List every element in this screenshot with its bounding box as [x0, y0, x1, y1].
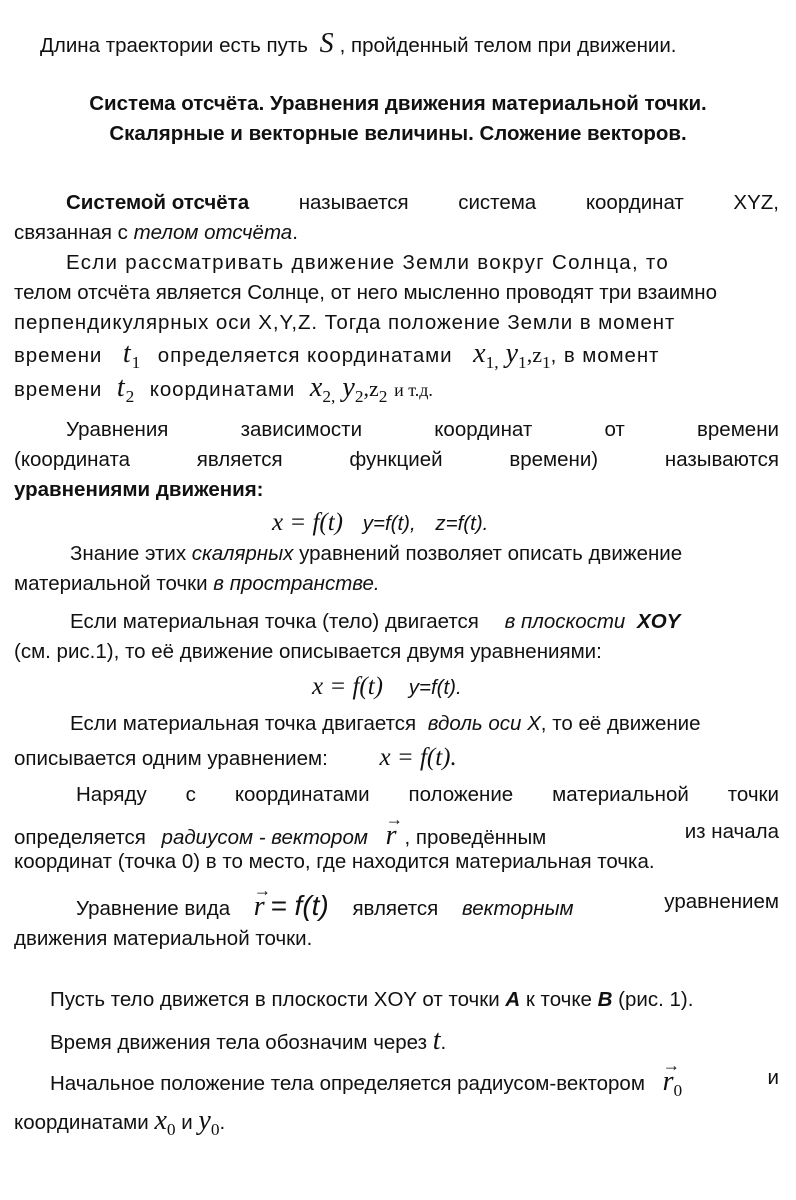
- text: к точке: [525, 988, 592, 1011]
- time-t2: $t_2$: [116, 372, 136, 407]
- text: .: [292, 221, 298, 244]
- para11-line1: [50, 1068, 779, 1099]
- para9: [50, 990, 693, 1011]
- para6-line2: [14, 745, 457, 770]
- para3-line1: [66, 420, 779, 441]
- text: Время движения тела обозначим через: [50, 1031, 428, 1054]
- text: координатами: [14, 1111, 149, 1134]
- word: времени: [697, 418, 779, 441]
- text: Уравнение вида: [76, 897, 231, 920]
- word: называется: [298, 191, 409, 214]
- word: материальной: [552, 783, 689, 806]
- section-heading-line2: Скалярные и векторные величины. Сложение векторов.: [109, 122, 687, 145]
- radius-vector-symbol: → r: [254, 893, 265, 921]
- text: и т.д.: [394, 380, 433, 400]
- intro-line: [40, 30, 677, 58]
- text: , проведённым: [404, 826, 547, 849]
- para5-line1: [70, 612, 779, 633]
- para7-line3: координат (точка 0) в то место, где находится материальная точка.: [14, 850, 655, 873]
- equation-x: x = f(t): [272, 509, 344, 536]
- text: (рис. 1).: [618, 988, 694, 1011]
- equation-x: x = f(t).: [379, 744, 457, 771]
- term-scalar: скалярных: [191, 542, 294, 565]
- word: XYZ,: [733, 191, 779, 214]
- radius-vector-symbol: → r: [386, 822, 397, 850]
- text: описывается одним уравнением:: [14, 747, 328, 770]
- para1-line2: [14, 223, 298, 244]
- word: Уравнения: [66, 418, 169, 441]
- word: является: [196, 448, 283, 471]
- text: является: [352, 897, 439, 920]
- word: координат: [585, 191, 684, 214]
- section-heading-line1: Система отсчёта. Уравнения движения материальной точки.: [89, 92, 707, 115]
- text: Начальное положение тела определяется радиусом-вектором: [50, 1072, 645, 1095]
- word: координатами: [234, 783, 370, 806]
- para4-line1: [70, 544, 682, 565]
- equations-xyz: [272, 510, 488, 535]
- initial-radius-vector: → $r_0$: [663, 1066, 683, 1097]
- equation-x: x = f(t): [312, 673, 384, 700]
- term-vector: векторным: [461, 897, 574, 920]
- word: зависимости: [240, 418, 363, 441]
- point-b: B: [597, 988, 613, 1011]
- time-symbol: t: [432, 1025, 441, 1056]
- para11-line2: [14, 1107, 225, 1138]
- text: Пусть тело движется в плоскости XOY от точки: [50, 988, 500, 1011]
- text: связанная с: [14, 221, 128, 244]
- para4-line2: [14, 574, 380, 595]
- word: координат: [434, 418, 533, 441]
- text: определяется: [14, 826, 146, 849]
- word: (координата: [14, 448, 131, 471]
- word: точки: [727, 783, 779, 806]
- path-symbol: S: [319, 28, 334, 59]
- word: называются: [664, 448, 779, 471]
- equation-y: y=f(t),: [362, 512, 416, 535]
- term-reference-system: Системой отсчёта: [66, 191, 250, 214]
- plane-name: XOY: [637, 610, 681, 633]
- text: Если материальная точка двигается: [70, 712, 417, 735]
- word: с: [185, 783, 196, 806]
- equations-xy: [312, 674, 462, 699]
- word: функцией: [349, 448, 443, 471]
- para2-line4: [14, 340, 659, 371]
- text: .: [219, 1111, 226, 1134]
- text: определяется координатами: [157, 344, 453, 367]
- initial-y: $y_0$: [198, 1105, 220, 1140]
- time-t1: $t_1$: [122, 338, 142, 373]
- para8-line2: движения материальной точки.: [14, 927, 313, 950]
- text: , в момент: [550, 344, 660, 367]
- text: Знание этих: [70, 542, 187, 565]
- text: времени: [14, 344, 103, 367]
- word: Наряду: [76, 783, 147, 806]
- para2-line5: [14, 374, 433, 405]
- term-in-plane: в плоскости: [504, 610, 626, 633]
- para2-line2: телом отсчёта является Солнце, от него мысленно проводят три взаимно: [14, 281, 717, 304]
- text: Если материальная точка (тело) двигается: [70, 610, 479, 633]
- term-equations-of-motion: уравнениями движения:: [14, 478, 264, 501]
- word: от: [604, 418, 625, 441]
- term-along-axis: вдоль оси X: [427, 712, 541, 735]
- word: времени): [509, 448, 599, 471]
- para7-line1: [76, 785, 779, 806]
- para2-line3: перпендикулярных оси X,Y,Z. Тогда положение Земли в момент: [14, 311, 676, 334]
- initial-x: $x_0$: [154, 1105, 176, 1140]
- text: и: [181, 1111, 193, 1134]
- para6-line1: [70, 714, 701, 735]
- text: уравнением: [664, 890, 779, 913]
- point-a: A: [505, 988, 521, 1011]
- para3-line2: [14, 450, 779, 471]
- para8-line1: [76, 892, 779, 921]
- para2-line1: Если рассматривать движение Земли вокруг Солнца, то: [66, 251, 670, 274]
- intro-text-end: , пройденный телом при движении.: [339, 34, 677, 57]
- equation-z: z=f(t).: [435, 512, 489, 535]
- coords-2: $x_{2,}$ $y_2,z_2$: [309, 372, 388, 407]
- text: .: [440, 1031, 447, 1054]
- term-radius-vector: радиусом - вектором: [161, 826, 368, 849]
- para1-line1: [66, 193, 779, 214]
- text: , то её движение: [540, 712, 701, 735]
- para10: [50, 1027, 446, 1055]
- text: и: [767, 1066, 779, 1089]
- text: уравнений позволяет описать движение: [299, 542, 683, 565]
- coords-1: $x_{1,}$ $y_1,z_1$: [473, 338, 551, 373]
- para5-line2: (см. рис.1), то её движение описывается двумя уравнениями:: [14, 640, 602, 663]
- equation-y: y=f(t).: [408, 676, 462, 699]
- word: положение: [408, 783, 514, 806]
- vector-equation: = f(t): [270, 890, 329, 921]
- term-reference-body: телом отсчёта: [133, 221, 293, 244]
- text: координатами: [149, 378, 296, 401]
- term-in-space: в пространстве.: [213, 572, 380, 595]
- intro-text: Длина траектории есть путь: [40, 34, 308, 57]
- text: материальной точки: [14, 572, 208, 595]
- para7-line2: [14, 822, 779, 850]
- word: система: [458, 191, 537, 214]
- text: из начала: [684, 820, 779, 843]
- text: времени: [14, 378, 103, 401]
